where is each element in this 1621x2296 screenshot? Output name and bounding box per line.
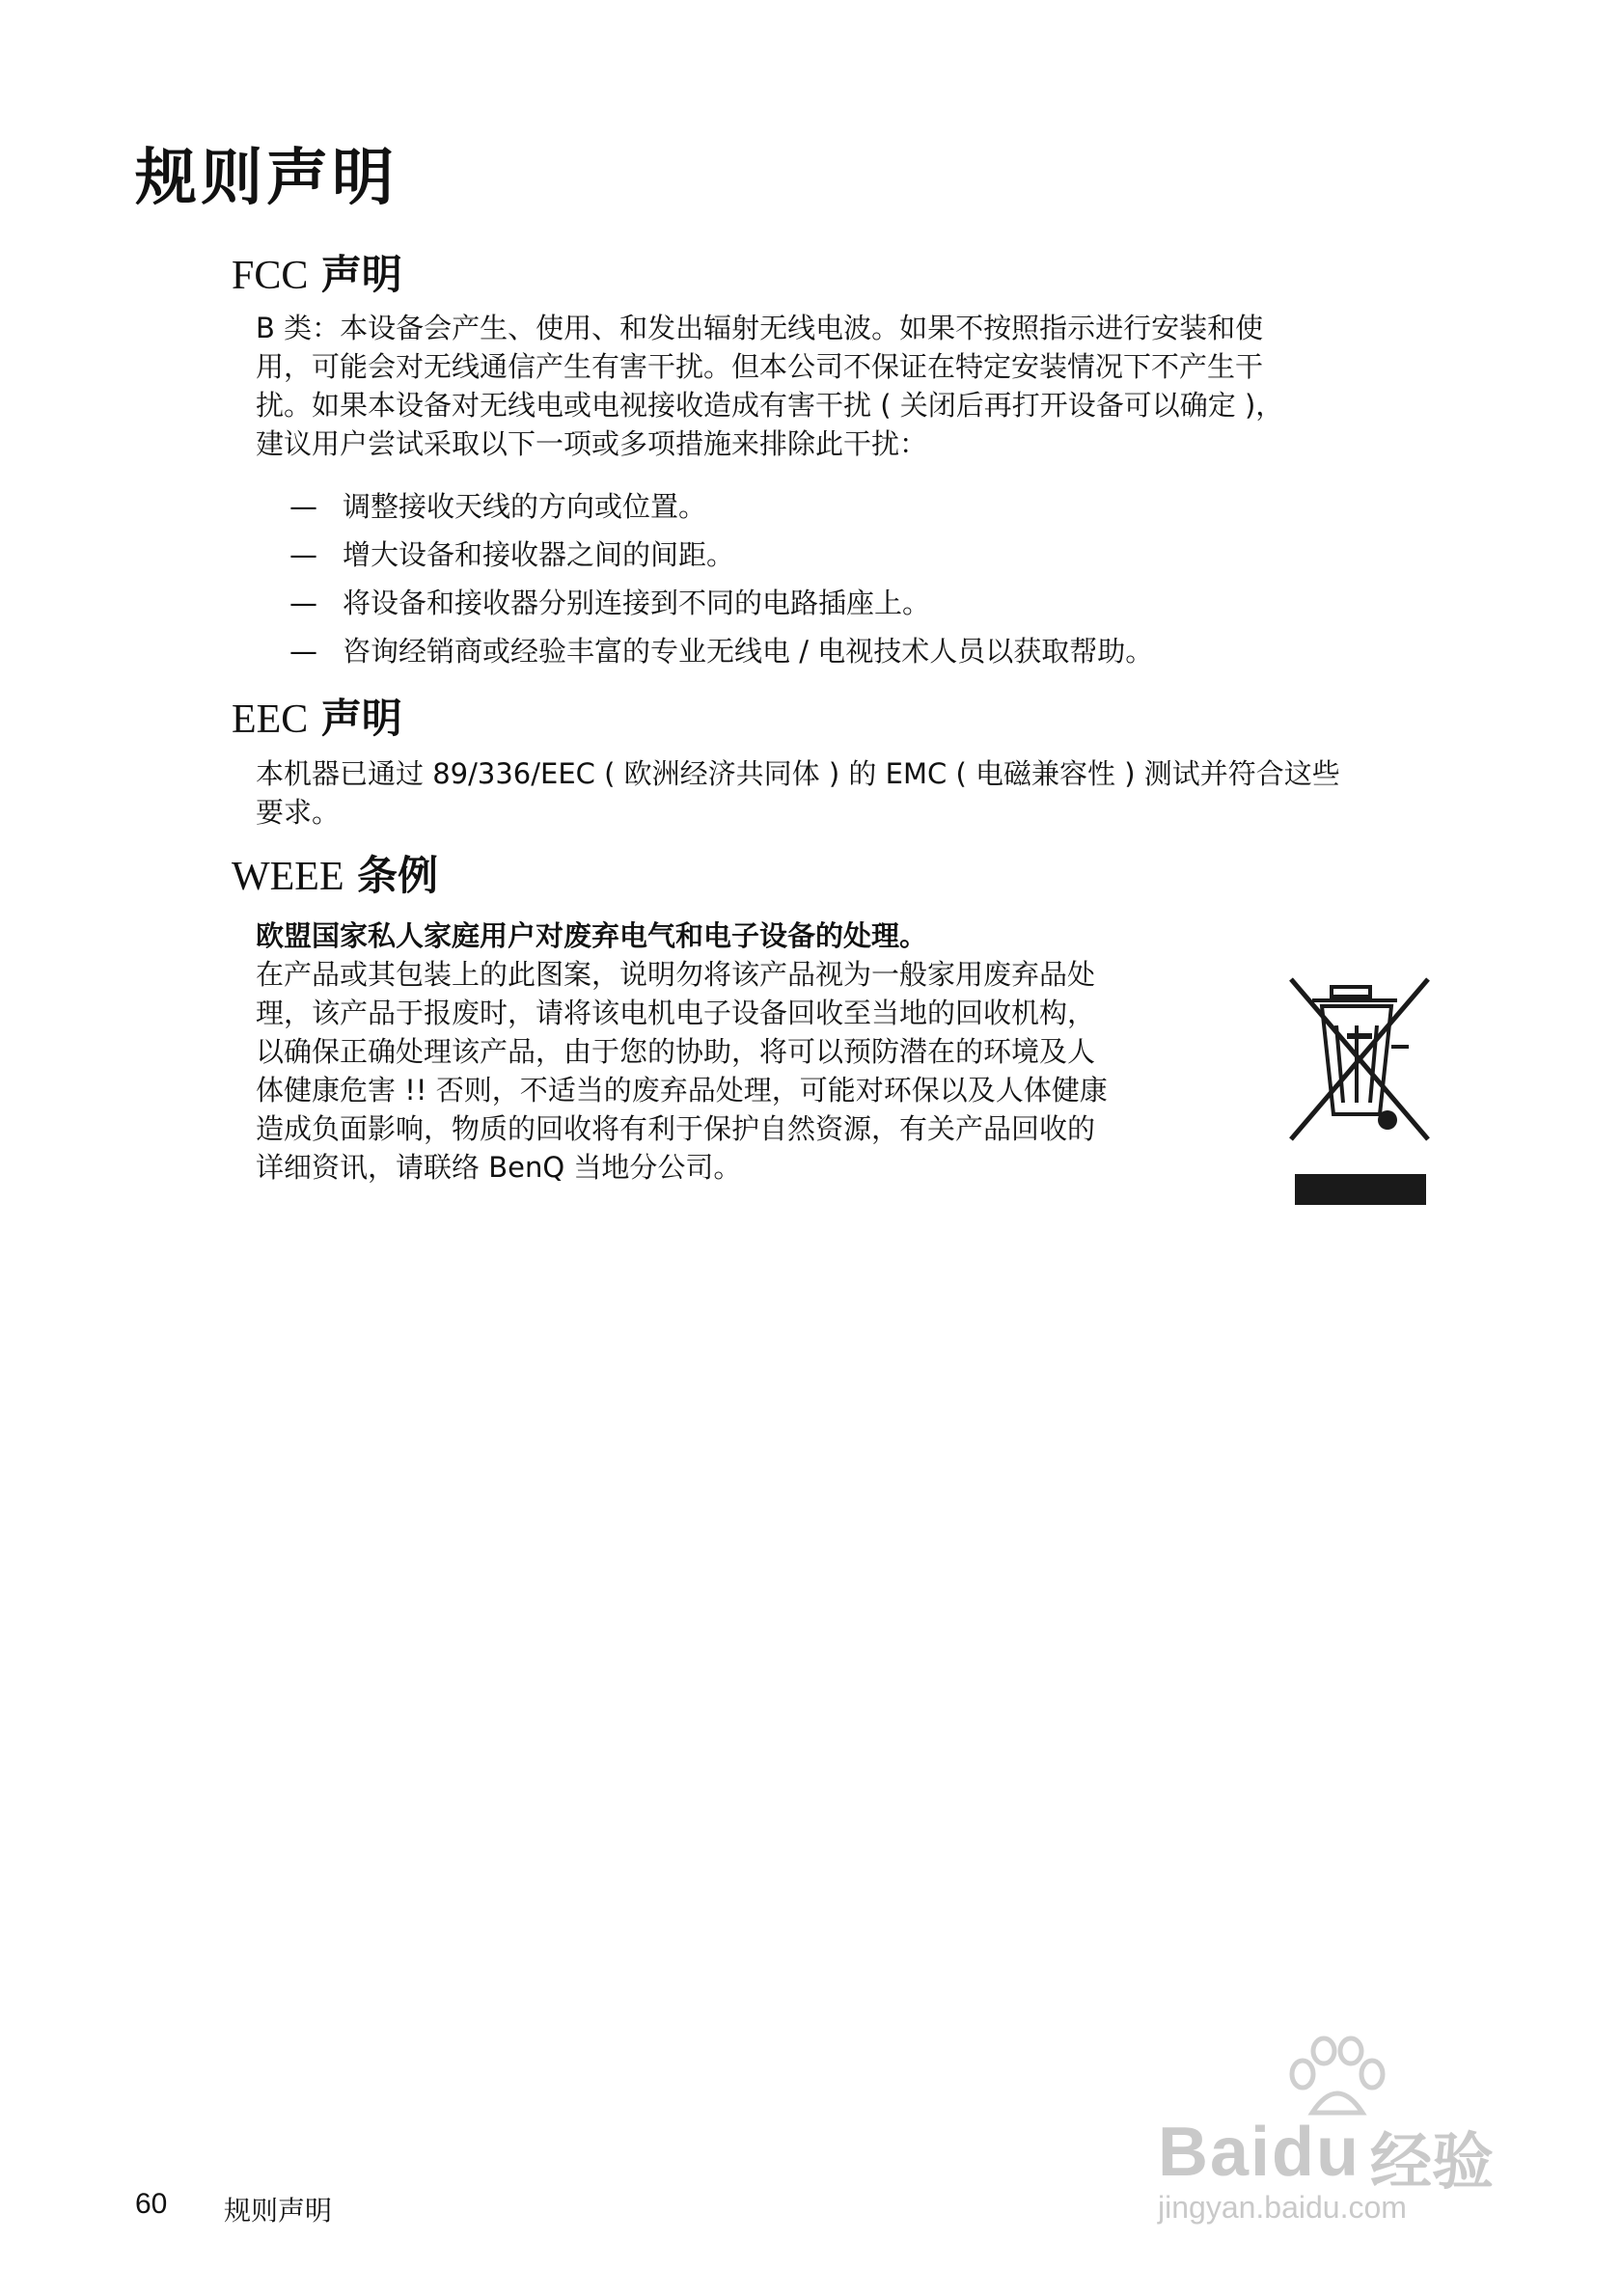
list-item-text: 将设备和接收器分别连接到不同的电路插座上。 xyxy=(343,587,931,619)
eec-heading xyxy=(232,697,402,742)
fcc-paragraph xyxy=(256,309,1283,463)
weee-paragraph xyxy=(256,916,1108,1187)
weee-line: 在产品或其包装上的此图案，说明勿将该产品视为一般家用废弃品处 xyxy=(256,958,1096,991)
weee-line: 以确保正确处理该产品，由于您的协助，将可以预防潜在的环境及人 xyxy=(256,1035,1096,1068)
dash-marker: — xyxy=(289,538,317,571)
watermark-brand: Baidu xyxy=(1158,2114,1361,2191)
watermark-tag: 经验 xyxy=(1370,2127,1494,2197)
weee-heading-latin: WEEE xyxy=(232,855,344,899)
dash-marker: — xyxy=(289,490,317,523)
fcc-measures-list xyxy=(289,482,1153,675)
dash-marker: — xyxy=(289,587,317,619)
eec-heading-latin: EEC xyxy=(232,697,309,742)
fcc-heading-cjk: 声明 xyxy=(320,251,402,298)
weee-line: 理，该产品于报废时，请将该电机电子设备回收至当地的回收机构， xyxy=(256,997,1096,1029)
page-number: 60 xyxy=(135,2188,168,2220)
fcc-heading-latin: FCC xyxy=(232,254,309,298)
eec-line: 本机器已通过 89/336/EEC ( 欧洲经济共同体 ) 的 EMC ( 电磁兼容性 ) 测试并符合这些 xyxy=(256,757,1340,790)
weee-heading-cjk: 条例 xyxy=(356,852,438,899)
fcc-line: 扰。如果本设备对无线电或电视接收造成有害干扰 ( 关闭后再打开设备可以确定 )， xyxy=(256,389,1284,422)
list-item-text: 增大设备和接收器之间的间距。 xyxy=(343,538,735,571)
footer-section-title: 规则声明 xyxy=(224,2195,333,2227)
fcc-heading xyxy=(232,253,402,298)
eec-heading-cjk: 声明 xyxy=(320,695,402,742)
weee-bold-line: 欧盟国家私人家庭用户对废弃电气和电子设备的处理。 xyxy=(256,919,928,952)
weee-line: 体健康危害 !! 否则，不适当的废弃品处理，可能对环保以及人体健康 xyxy=(256,1074,1108,1107)
weee-black-bar xyxy=(1295,1174,1426,1205)
list-item xyxy=(289,579,1153,627)
crossed-out-bin-icon xyxy=(1283,970,1438,1211)
eec-line: 要求。 xyxy=(256,796,341,829)
weee-heading xyxy=(232,854,438,899)
eec-paragraph xyxy=(256,754,1340,832)
list-item-text: 调整接收天线的方向或位置。 xyxy=(343,490,707,523)
weee-line: 详细资讯，请联络 BenQ 当地分公司。 xyxy=(256,1151,742,1184)
fcc-line: 建议用户尝试采取以下一项或多项措施来排除此干扰： xyxy=(256,427,928,460)
page-title: 规则声明 xyxy=(135,143,398,214)
watermark-url: jingyan.baidu.com xyxy=(1158,2190,1407,2225)
list-item xyxy=(289,531,1153,579)
baidu-watermark xyxy=(1129,2036,1534,2228)
list-item-text: 咨询经销商或经验丰富的专业无线电 / 电视技术人员以获取帮助。 xyxy=(343,635,1154,668)
dash-marker: — xyxy=(289,635,317,668)
weee-line: 造成负面影响，物质的回收将有利于保护自然资源，有关产品回收的 xyxy=(256,1112,1096,1145)
fcc-line: B 类：本设备会产生、使用、和发出辐射无线电波。如果不按照指示进行安装和使 xyxy=(256,312,1264,344)
paw-icon xyxy=(1283,2036,1389,2122)
list-item xyxy=(289,627,1153,675)
fcc-line: 用，可能会对无线通信产生有害干扰。但本公司不保证在特定安装情况下不产生干 xyxy=(256,350,1264,383)
list-item xyxy=(289,482,1153,531)
